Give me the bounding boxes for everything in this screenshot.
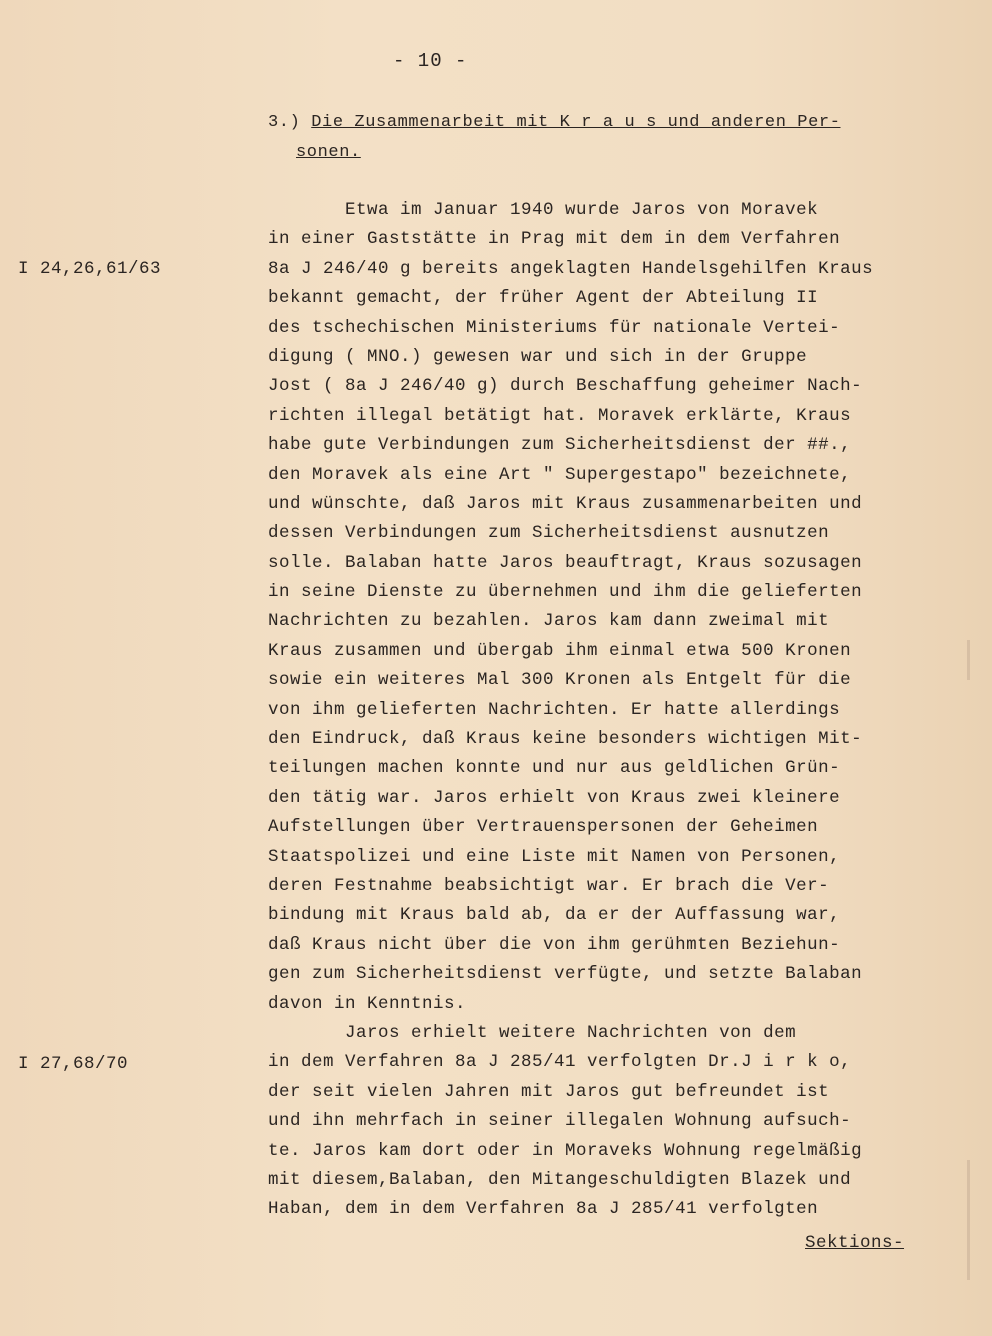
text-line: deren Festnahme beabsichtigt war. Er brach die Ver- bbox=[268, 875, 830, 896]
paper-crease bbox=[967, 1160, 970, 1280]
text-line: teilungen machen konnte und nur aus geldlichen Grün- bbox=[268, 758, 841, 779]
text-line: und ihn mehrfach in seiner illegalen Wohnung aufsuch- bbox=[268, 1111, 852, 1132]
text-line: von ihm gelieferten Nachrichten. Er hatte allerdings bbox=[268, 699, 841, 720]
text-line: in dem Verfahren 8a J 285/41 verfolgten Dr.J i r k o, bbox=[268, 1052, 852, 1073]
text-line: Haban, dem in dem Verfahren 8a J 285/41 verfolgten bbox=[268, 1199, 819, 1220]
text-line: in seine Dienste zu übernehmen und ihm die gelieferten bbox=[268, 582, 863, 603]
text-line: gen zum Sicherheitsdienst verfügte, und setzte Balaban bbox=[268, 964, 863, 985]
text-line: mit diesem,Balaban, den Mitangeschuldigten Blazek und bbox=[268, 1169, 852, 1190]
text-line: davon in Kenntnis. bbox=[268, 993, 467, 1014]
page-number: - 10 - bbox=[393, 50, 468, 72]
section-title-line-1: Die Zusammenarbeit mit K r a u s und anderen Per- bbox=[311, 113, 841, 132]
text-line: daß Kraus nicht über die von ihm gerühmten Beziehun- bbox=[268, 934, 841, 955]
text-line: Nachrichten zu bezahlen. Jaros kam dann zweimal mit bbox=[268, 611, 830, 632]
text-line: und wünschte, daß Jaros mit Kraus zusammenarbeiten und bbox=[268, 493, 863, 514]
text-line: den Moravek als eine Art " Supergestapo" bezeichnete, bbox=[268, 464, 852, 485]
margin-reference: I 27,68/70 bbox=[18, 1054, 129, 1074]
paper-crease bbox=[967, 640, 970, 680]
text-line: sowie ein weiteres Mal 300 Kronen als Entgelt für die bbox=[268, 670, 852, 691]
text-line: den tätig war. Jaros erhielt von Kraus zwei kleinere bbox=[268, 787, 841, 808]
text-line: richten illegal betätigt hat. Moravek erklärte, Kraus bbox=[268, 405, 852, 426]
text-line: Jost ( 8a J 246/40 g) durch Beschaffung geheimer Nach- bbox=[268, 376, 863, 397]
text-line: den Eindruck, daß Kraus keine besonders wichtigen Mit- bbox=[268, 729, 863, 750]
text-line: der seit vielen Jahren mit Jaros gut befreundet ist bbox=[268, 1081, 830, 1102]
section-number: 3.) bbox=[268, 113, 301, 132]
text-line: bindung mit Kraus bald ab, da er der Auffassung war, bbox=[268, 905, 841, 926]
section-title-line-2: sonen. bbox=[296, 143, 361, 162]
text-line: solle. Balaban hatte Jaros beauftragt, Kraus sozusagen bbox=[268, 552, 863, 573]
text-line: des tschechischen Ministeriums für nationale Vertei- bbox=[268, 317, 841, 338]
margin-reference: I 24,26,61/63 bbox=[18, 259, 162, 279]
body-text bbox=[268, 196, 948, 1225]
text-line: Etwa im Januar 1940 wurde Jaros von Moravek bbox=[268, 200, 819, 220]
text-line: Kraus zusammen und übergab ihm einmal etwa 500 Kronen bbox=[268, 640, 852, 661]
text-line: bekannt gemacht, der früher Agent der Abteilung II bbox=[268, 288, 819, 309]
text-line: 8a J 246/40 g bereits angeklagten Handelsgehilfen Kraus bbox=[268, 258, 874, 279]
text-line: Staatspolizei und eine Liste mit Namen von Personen, bbox=[268, 846, 841, 867]
text-line: in einer Gaststätte in Prag mit dem in dem Verfahren bbox=[268, 229, 841, 250]
section-heading bbox=[268, 108, 841, 168]
catchword: Sektions- bbox=[805, 1233, 905, 1253]
text-line: dessen Verbindungen zum Sicherheitsdienst ausnutzen bbox=[268, 523, 830, 544]
text-line: te. Jaros kam dort oder in Moraveks Wohnung regelmäßig bbox=[268, 1140, 863, 1161]
text-line: Jaros erhielt weitere Nachrichten von dem bbox=[268, 1022, 797, 1043]
text-line: Aufstellungen über Vertrauenspersonen der Geheimen bbox=[268, 817, 819, 838]
text-line: habe gute Verbindungen zum Sicherheitsdienst der ##., bbox=[268, 435, 852, 456]
text-line: digung ( MNO.) gewesen war und sich in der Gruppe bbox=[268, 346, 808, 367]
